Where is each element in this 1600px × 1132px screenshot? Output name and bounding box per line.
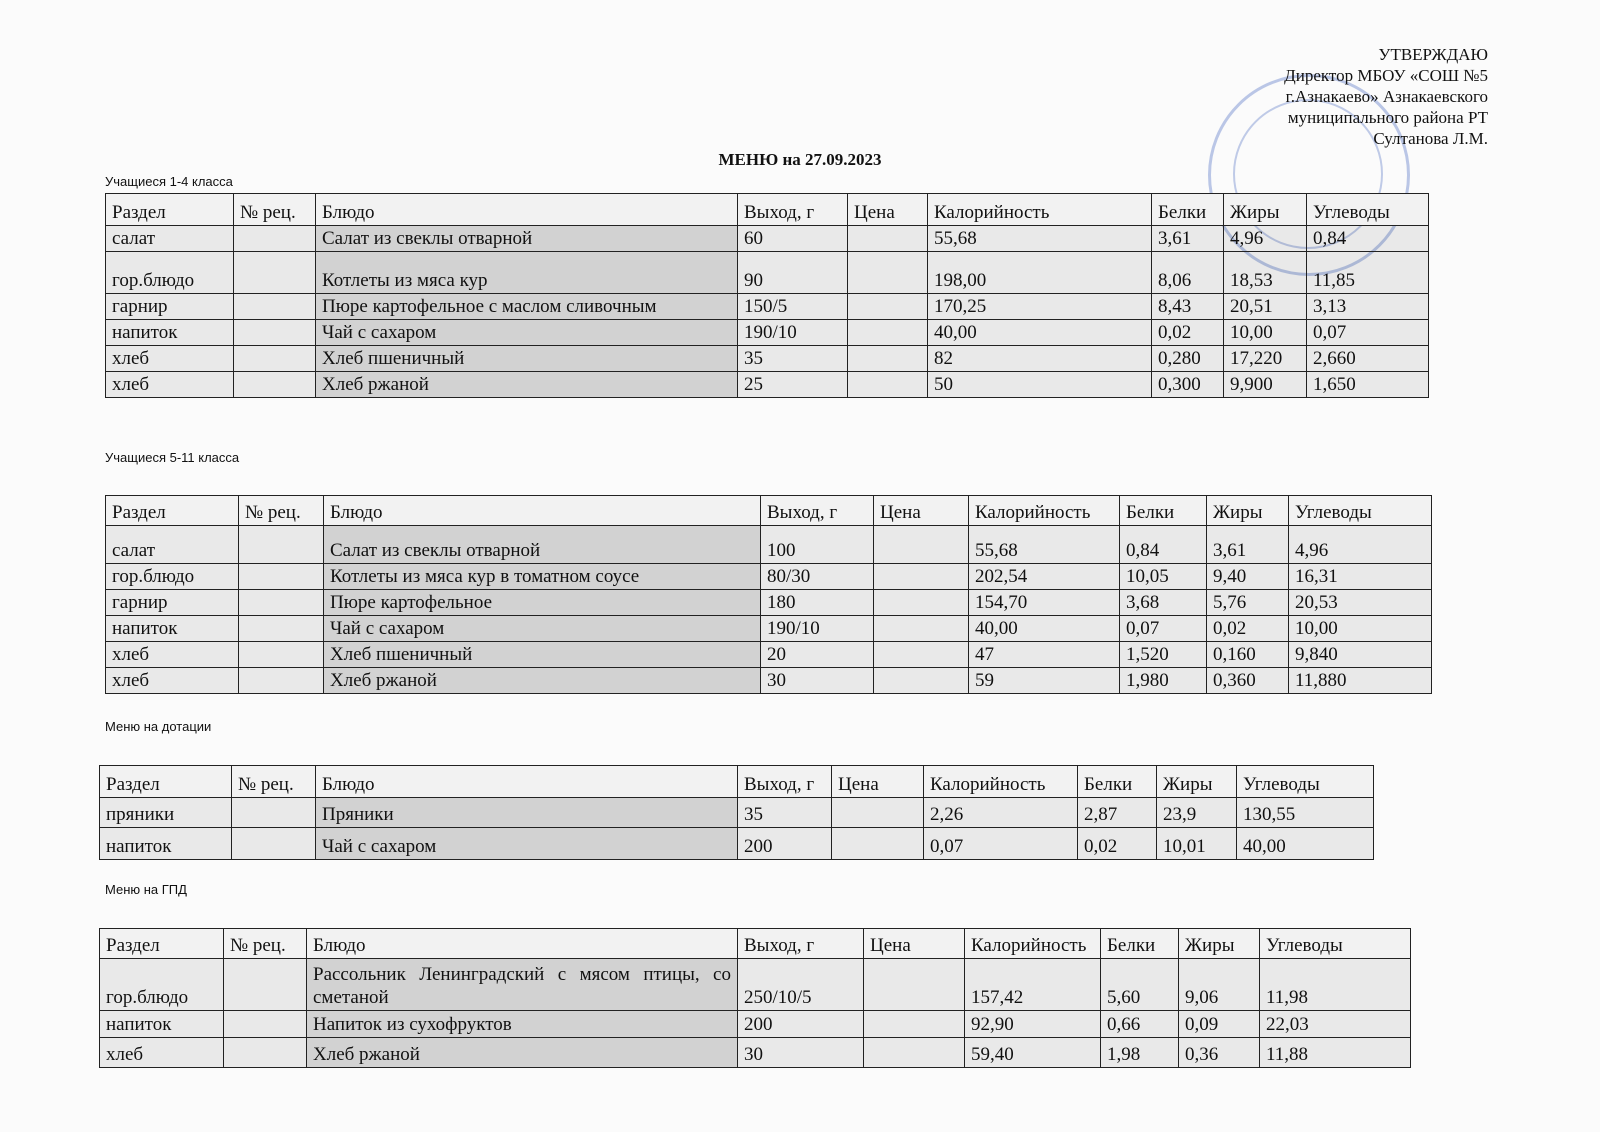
header-proteins: Белки [1101,929,1179,959]
cell-carbs: 9,840 [1289,642,1432,668]
cell-section: напиток [100,1011,224,1038]
cell-price [832,828,924,860]
header-section: Раздел [100,929,224,959]
header-section: Раздел [106,496,239,526]
menu-table-grades-5-11 [105,495,1432,694]
cell-section: гарнир [106,294,234,320]
cell-fats: 3,61 [1207,526,1289,564]
cell-fats: 0,160 [1207,642,1289,668]
cell-recipe-no [224,1038,307,1068]
header-recipe-no: № рец. [234,194,316,226]
cell-dish: Хлеб пшеничный [316,346,738,372]
header-carbs: Углеводы [1237,766,1374,798]
header-price: Цена [848,194,928,226]
cell-fats: 23,9 [1157,798,1237,828]
cell-dish: Пряники [316,798,738,828]
cell-dish: Хлеб ржаной [307,1038,738,1068]
header-calories: Калорийность [928,194,1152,226]
table-row [106,590,1432,616]
header-fats: Жиры [1179,929,1260,959]
cell-proteins: 0,300 [1152,372,1224,398]
header-recipe-no: № рец. [232,766,316,798]
cell-fats: 9,900 [1224,372,1307,398]
table-row [106,252,1429,294]
header-calories: Калорийность [965,929,1101,959]
cell-calories: 50 [928,372,1152,398]
table-header-row [100,766,1374,798]
cell-recipe-no [239,590,324,616]
table-row [106,346,1429,372]
cell-section: гарнир [106,590,239,616]
cell-yield: 190/10 [761,616,874,642]
table-row [106,564,1432,590]
cell-calories: 0,07 [924,828,1078,860]
cell-dish: Рассольник Ленинградский с мясом птицы, со сметаной [307,959,738,1011]
cell-proteins: 0,280 [1152,346,1224,372]
table-row [106,320,1429,346]
cell-price [874,668,969,694]
cell-dish: Хлеб ржаной [316,372,738,398]
approval-line: Директор МБОУ «СОШ №5 [1284,66,1488,85]
cell-price [874,642,969,668]
header-fats: Жиры [1224,194,1307,226]
cell-carbs: 0,07 [1307,320,1429,346]
cell-dish: Пюре картофельное [324,590,761,616]
cell-fats: 4,96 [1224,226,1307,252]
header-fats: Жиры [1157,766,1237,798]
table-row [106,616,1432,642]
header-carbs: Углеводы [1260,929,1411,959]
cell-carbs: 16,31 [1289,564,1432,590]
cell-proteins: 8,43 [1152,294,1224,320]
cell-section: гор.блюдо [106,564,239,590]
cell-yield: 180 [761,590,874,616]
cell-proteins: 3,68 [1120,590,1207,616]
cell-price [874,526,969,564]
cell-section: хлеб [106,668,239,694]
cell-calories: 170,25 [928,294,1152,320]
cell-fats: 18,53 [1224,252,1307,294]
table-header-row [106,496,1432,526]
cell-recipe-no [234,320,316,346]
cell-carbs: 11,880 [1289,668,1432,694]
header-section: Раздел [106,194,234,226]
document-title: МЕНЮ на 27.09.2023 [718,150,882,169]
header-dish: Блюдо [316,194,738,226]
header-dish: Блюдо [324,496,761,526]
cell-recipe-no [224,959,307,1011]
cell-dish: Чай с сахаром [316,320,738,346]
cell-calories: 92,90 [965,1011,1101,1038]
cell-proteins: 0,07 [1120,616,1207,642]
cell-recipe-no [234,226,316,252]
cell-section: гор.блюдо [106,252,234,294]
cell-proteins: 0,02 [1152,320,1224,346]
cell-fats: 10,01 [1157,828,1237,860]
cell-yield: 35 [738,798,832,828]
cell-recipe-no [232,828,316,860]
header-yield: Выход, г [761,496,874,526]
cell-yield: 90 [738,252,848,294]
cell-carbs: 11,85 [1307,252,1429,294]
header-yield: Выход, г [738,929,864,959]
menu-table-after-school [99,928,1411,1068]
cell-recipe-no [239,526,324,564]
cell-fats: 9,06 [1179,959,1260,1011]
approval-line: г.Азнакаево» Азнакаевского [1285,87,1488,106]
cell-section: хлеб [106,642,239,668]
cell-price [848,320,928,346]
cell-price [874,590,969,616]
cell-fats: 0,360 [1207,668,1289,694]
cell-proteins: 10,05 [1120,564,1207,590]
cell-recipe-no [224,1011,307,1038]
section-caption: Учащиеся 1-4 класса [105,174,233,189]
table-header-row [106,194,1429,226]
cell-calories: 59 [969,668,1120,694]
cell-section: хлеб [100,1038,224,1068]
cell-recipe-no [239,616,324,642]
cell-yield: 200 [738,828,832,860]
cell-fats: 20,51 [1224,294,1307,320]
header-carbs: Углеводы [1307,194,1429,226]
header-proteins: Белки [1078,766,1157,798]
header-calories: Калорийность [969,496,1120,526]
cell-section: напиток [100,828,232,860]
cell-fats: 0,36 [1179,1038,1260,1068]
section-caption: Учащиеся 5-11 класса [105,450,240,465]
table-row [100,959,1411,1011]
cell-section: салат [106,226,234,252]
cell-yield: 150/5 [738,294,848,320]
cell-price [874,564,969,590]
cell-price [874,616,969,642]
table-row [106,372,1429,398]
header-fats: Жиры [1207,496,1289,526]
cell-recipe-no [234,294,316,320]
cell-carbs: 2,660 [1307,346,1429,372]
cell-calories: 55,68 [928,226,1152,252]
cell-dish: Хлеб пшеничный [324,642,761,668]
header-recipe-no: № рец. [239,496,324,526]
table-row [100,798,1374,828]
cell-yield: 35 [738,346,848,372]
cell-carbs: 0,84 [1307,226,1429,252]
cell-proteins: 2,87 [1078,798,1157,828]
cell-price [848,346,928,372]
cell-yield: 190/10 [738,320,848,346]
header-carbs: Углеводы [1289,496,1432,526]
cell-proteins: 1,520 [1120,642,1207,668]
cell-fats: 10,00 [1224,320,1307,346]
cell-recipe-no [239,564,324,590]
cell-calories: 198,00 [928,252,1152,294]
header-yield: Выход, г [738,766,832,798]
cell-calories: 47 [969,642,1120,668]
cell-dish: Котлеты из мяса кур в томатном соусе [324,564,761,590]
cell-carbs: 20,53 [1289,590,1432,616]
table-header-row [100,929,1411,959]
cell-yield: 60 [738,226,848,252]
table-row [106,642,1432,668]
cell-proteins: 5,60 [1101,959,1179,1011]
table-row [106,226,1429,252]
cell-fats: 9,40 [1207,564,1289,590]
cell-fats: 17,220 [1224,346,1307,372]
cell-yield: 100 [761,526,874,564]
cell-dish: Напиток из сухофруктов [307,1011,738,1038]
cell-proteins: 1,980 [1120,668,1207,694]
cell-fats: 0,02 [1207,616,1289,642]
approval-line: УТВЕРЖДАЮ [1378,45,1488,64]
table-row [106,668,1432,694]
header-yield: Выход, г [738,194,848,226]
cell-price [848,226,928,252]
section-caption: Меню на ГПД [105,882,187,897]
cell-calories: 40,00 [928,320,1152,346]
section-caption: Меню на дотации [105,719,212,734]
cell-price [848,252,928,294]
cell-price [832,798,924,828]
cell-section: салат [106,526,239,564]
cell-carbs: 11,98 [1260,959,1411,1011]
cell-calories: 55,68 [969,526,1120,564]
cell-calories: 82 [928,346,1152,372]
cell-yield: 30 [738,1038,864,1068]
cell-price [848,372,928,398]
cell-proteins: 0,66 [1101,1011,1179,1038]
cell-dish: Чай с сахаром [324,616,761,642]
cell-recipe-no [239,642,324,668]
cell-recipe-no [232,798,316,828]
cell-calories: 157,42 [965,959,1101,1011]
header-dish: Блюдо [316,766,738,798]
cell-yield: 20 [761,642,874,668]
cell-section: напиток [106,616,239,642]
cell-yield: 250/10/5 [738,959,864,1011]
cell-recipe-no [239,668,324,694]
cell-carbs: 3,13 [1307,294,1429,320]
cell-proteins: 0,84 [1120,526,1207,564]
cell-recipe-no [234,252,316,294]
cell-carbs: 4,96 [1289,526,1432,564]
cell-fats: 5,76 [1207,590,1289,616]
header-dish: Блюдо [307,929,738,959]
header-proteins: Белки [1152,194,1224,226]
cell-calories: 59,40 [965,1038,1101,1068]
approval-line: муниципального района РТ [1287,108,1488,127]
cell-dish: Котлеты из мяса кур [316,252,738,294]
cell-price [864,959,965,1011]
menu-table-subsidy [99,765,1374,860]
header-calories: Калорийность [924,766,1078,798]
cell-yield: 80/30 [761,564,874,590]
cell-price [864,1038,965,1068]
cell-carbs: 130,55 [1237,798,1374,828]
cell-calories: 40,00 [969,616,1120,642]
header-recipe-no: № рец. [224,929,307,959]
cell-price [864,1011,965,1038]
approval-line: Султанова Л.М. [1373,129,1488,148]
cell-dish: Салат из свеклы отварной [316,226,738,252]
table-row [100,828,1374,860]
cell-section: хлеб [106,346,234,372]
cell-recipe-no [234,372,316,398]
header-proteins: Белки [1120,496,1207,526]
cell-price [848,294,928,320]
header-price: Цена [874,496,969,526]
header-section: Раздел [100,766,232,798]
cell-section: хлеб [106,372,234,398]
cell-calories: 154,70 [969,590,1120,616]
cell-section: пряники [100,798,232,828]
cell-calories: 2,26 [924,798,1078,828]
cell-fats: 0,09 [1179,1011,1260,1038]
cell-carbs: 10,00 [1289,616,1432,642]
cell-proteins: 8,06 [1152,252,1224,294]
table-row [100,1038,1411,1068]
cell-dish: Пюре картофельное с маслом сливочным [316,294,738,320]
table-row [106,294,1429,320]
cell-section: гор.блюдо [100,959,224,1011]
cell-carbs: 1,650 [1307,372,1429,398]
table-row [106,526,1432,564]
cell-dish: Чай с сахаром [316,828,738,860]
header-price: Цена [864,929,965,959]
cell-recipe-no [234,346,316,372]
cell-calories: 202,54 [969,564,1120,590]
cell-section: напиток [106,320,234,346]
cell-carbs: 11,88 [1260,1038,1411,1068]
cell-proteins: 3,61 [1152,226,1224,252]
cell-carbs: 22,03 [1260,1011,1411,1038]
cell-proteins: 1,98 [1101,1038,1179,1068]
menu-table-grades-1-4 [105,193,1429,398]
approval-block [1284,44,1488,149]
cell-proteins: 0,02 [1078,828,1157,860]
cell-yield: 200 [738,1011,864,1038]
cell-yield: 25 [738,372,848,398]
header-price: Цена [832,766,924,798]
cell-yield: 30 [761,668,874,694]
cell-carbs: 40,00 [1237,828,1374,860]
cell-dish: Салат из свеклы отварной [324,526,761,564]
table-row [100,1011,1411,1038]
cell-dish: Хлеб ржаной [324,668,761,694]
